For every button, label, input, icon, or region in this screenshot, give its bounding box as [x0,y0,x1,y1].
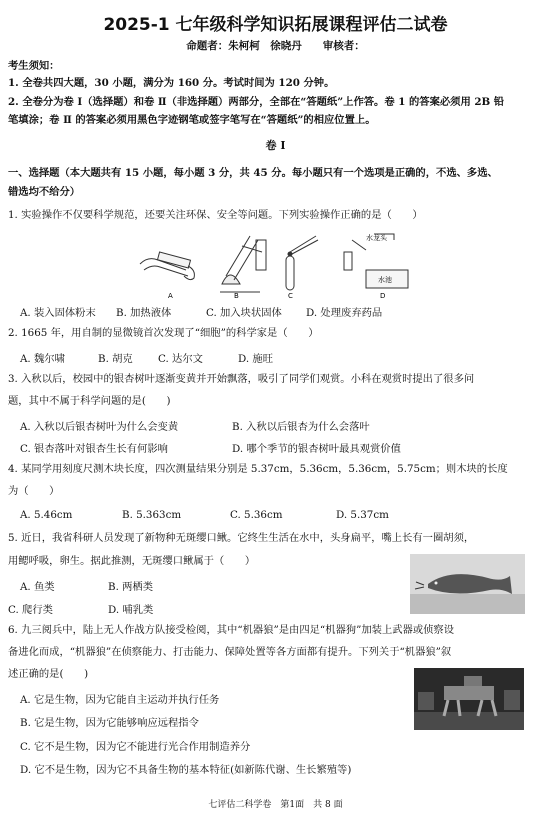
notice-line-2b: 笔填涂；卷 Ⅱ 的答案必须用黑色字迹钢笔或签字笔写在“答题纸”的相应位置上。 [8,114,376,126]
q4-option-b: B. 5.363cm [122,509,182,521]
part1-heading-line2: 错选均不给分） [8,186,81,198]
fig-label-a: A [168,292,173,300]
q4-option-c: C. 5.36cm [230,509,283,521]
q5-stem-line1: 5. 近日，我省科研人员发现了新物种无斑缨口鳅。它终生生活在水中，头身扁平，嘴上长有一圈胡须， [8,532,475,544]
notice-heading: 考生须知： [8,60,60,72]
q5-option-a: A. 鱼类 [20,581,55,593]
q2-option-b: B. 胡克 [98,353,133,365]
q3-option-d: D. 哪个季节的银杏树叶最具观赏价值 [232,443,401,455]
q5-option-b: B. 两栖类 [108,581,154,593]
robot-wolf-photo [414,668,524,730]
fish-photo [410,554,525,614]
q5-stem-line2: 用鳃呼吸，卵生。据此推测，无斑缨口鳅属于（ ） [8,555,256,567]
q1-stem: 1. 实验操作不仅要科学规范，还要关注环保、安全等问题。下列实验操作正确的是（ ） [8,209,423,221]
fig-c-tube-tweezers-icon [286,236,318,290]
q3-stem-line1: 3. 入秋以后，校园中的银杏树叶逐渐变黄并开始飘落，吸引了同学们观赏。小科在观赏时提出了很多问 [8,373,475,385]
q4-option-d: D. 5.37cm [336,509,389,521]
q5-option-c: C. 爬行类 [8,604,53,616]
fig-label-d: D [380,292,386,300]
fig-b-heating-icon [220,236,266,292]
q2-option-d: D. 施旺 [238,353,274,365]
q4-option-a: A. 5.46cm [20,509,73,521]
q2-option-a: A. 魏尔啸 [20,353,65,365]
fig-d-sink-icon [344,234,408,288]
q6-option-a: A. 它是生物，因为它能自主运动并执行任务 [20,694,220,706]
q3-stem-line2: 题，其中不属于科学问题的是( ) [8,395,171,407]
q6-stem-line2: 备进化而成，“机器狼”在侦察能力、打击能力、保障处置等各方面都有提升。下列关于“机器狼”叙 [8,646,452,658]
q6-option-d: D. 它不是生物，因为它不具备生物的基本特征(如新陈代谢、生长繁殖等) [20,764,352,776]
exam-authors: 命题者：朱柯柯 徐晓丹 审核者： [186,40,365,52]
q3-option-a: A. 入秋以后银杏树叶为什么会变黄 [20,421,179,433]
fig-label-c: C [288,292,293,300]
q4-stem-line2: 为（ ） [8,485,60,497]
q6-stem-line3: 述正确的是( ) [8,668,89,680]
fig-label-pool: 水池 [378,276,392,284]
part1-heading-line1: 一、选择题（本大题共有 15 小题，每小题 3 分，共 45 分。每小题只有一个选项是正确的，不选、多选、 [8,167,498,179]
q1-experiment-figure [130,226,410,300]
q3-option-c: C. 银杏落叶对银杏生长有何影响 [20,443,168,455]
q4-stem-line1: 4. 某同学用刻度尺测木块长度，四次测量结果分别是 5.37cm，5.36cm，5.36cm，5.75cm；则木块的长度 [8,463,508,475]
q1-option-a: A. 装入固体粉末 [20,307,96,319]
q3-option-b: B. 入秋以后银杏为什么会落叶 [232,421,370,433]
q1-option-d: D. 处理废弃药品 [306,307,383,319]
q2-option-c: C. 达尔文 [158,353,203,365]
fig-label-tap: 水龙头 [366,234,387,242]
q2-stem: 2. 1665 年，用自制的显微镜首次发现了“细胞”的科学家是（ ） [8,327,319,339]
q1-option-b: B. 加热液体 [116,307,172,319]
page-footer: 七评估二科学卷 第1面 共 8 面 [208,800,343,810]
q6-option-b: B. 它是生物，因为它能够响应远程指令 [20,717,199,729]
fig-a-test-tube-icon [140,252,194,280]
exam-title: 2025-1 七年级科学知识拓展课程评估二试卷 [103,15,448,35]
fig-label-b: B [234,292,239,300]
q6-stem-line1: 6. 九三阅兵中，陆上无人作战方队接受检阅，其中“机器狼”是由四足“机器狗”加装上武器或侦察设 [8,624,455,636]
q5-option-d: D. 哺乳类 [108,604,154,616]
q6-option-c: C. 它不是生物，因为它不能进行光合作用制造养分 [20,741,251,753]
section-title: 卷 Ⅰ [265,139,286,152]
notice-line-2a: 2. 全卷分为卷 Ⅰ（选择题）和卷 Ⅱ（非选择题）两部分，全部在“答题纸”上作答。卷 1 的答案必须用 2B 铅 [8,96,505,108]
notice-line-1: 1. 全卷共四大题，30 小题，满分为 160 分。考试时间为 120 分钟。 [8,77,335,89]
q1-option-c: C. 加入块状固体 [206,307,282,319]
